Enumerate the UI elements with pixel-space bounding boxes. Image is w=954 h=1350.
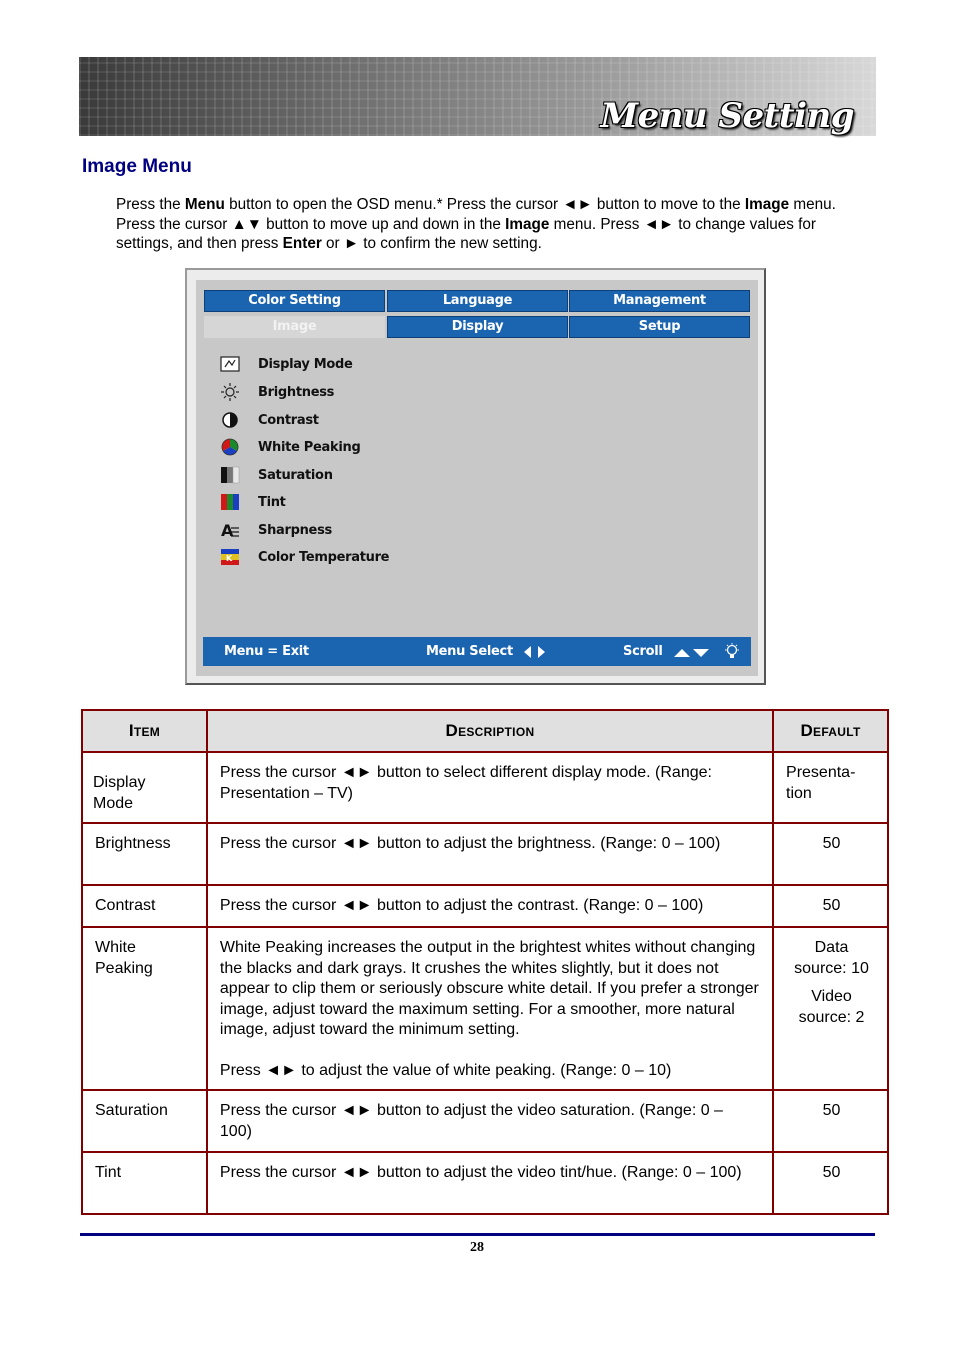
item-cell: Display Mode — [93, 774, 146, 812]
description-cell: Press the cursor ◄► button to select different display mode. (Range: Presentation – TV) — [219, 764, 712, 802]
description-cell: White Peaking increases the output in the brightest whites without changing the blacks and dark grays. It crushes the whites slightly, but it does not appear to clip them or seriously obscure white detail. If you prefer a stronger image, adjust toward the maximum setting. For a smoother, more natural image, adjust toward the minimum setting. — [219, 939, 759, 1038]
default-cell: 50 — [822, 897, 841, 914]
description-cell-extra: Press ◄► to adjust the value of white peaking. (Range: 0 – 10) — [219, 1061, 672, 1079]
item-cell: Saturation — [95, 1102, 168, 1119]
tab-setup[interactable]: Setup — [569, 316, 750, 338]
menu-item-saturation[interactable] — [220, 465, 333, 485]
description-cell: Press the cursor ◄► button to adjust the video saturation. (Range: 0 – 100) — [219, 1102, 723, 1140]
description-cell: Press the cursor ◄► button to adjust the video tint/hue. (Range: 0 – 100) — [219, 1164, 742, 1181]
tint-icon — [220, 493, 240, 511]
table-header-row — [82, 710, 888, 752]
description-cell: Press the cursor ◄► button to adjust the brightness. (Range: 0 – 100) — [219, 835, 721, 852]
intro-paragraph: Press the Menu button to open the OSD menu.* Press the cursor ◄► button to move to the Image menu. Press the cursor ▲▼ button to move up and down in the Image menu. Press ◄► to change values for settings, and then press Enter or ► to confirm the new setting. — [116, 196, 836, 252]
item-cell: White Peaking — [95, 939, 153, 977]
up-down-arrows-icon — [673, 647, 713, 663]
menu-item-label: Color Temperature — [258, 549, 390, 565]
sharpness-icon — [220, 521, 240, 539]
tab-language[interactable]: Language — [387, 290, 568, 312]
menu-item-display-mode[interactable] — [220, 354, 353, 374]
svg-text:K: K — [226, 554, 233, 563]
default-cell: Data source: 10 — [794, 939, 869, 977]
table-row — [82, 885, 888, 927]
menu-item-label: Sharpness — [258, 522, 332, 538]
menu-item-label: Display Mode — [258, 356, 353, 372]
menu-select-hint: Menu Select — [426, 644, 513, 659]
default-cell: 50 — [822, 1164, 841, 1181]
section-title: Image Menu — [82, 156, 192, 177]
menu-item-sharpness[interactable] — [220, 520, 332, 540]
footer-divider — [80, 1233, 875, 1236]
saturation-icon — [220, 466, 240, 484]
menu-item-white-peaking[interactable] — [220, 437, 361, 457]
page-number: 28 — [470, 1240, 484, 1255]
svg-text:A: A — [221, 521, 234, 539]
brightness-icon — [220, 383, 240, 401]
menu-item-label: Contrast — [258, 412, 319, 428]
description-cell: Press the cursor ◄► button to adjust the contrast. (Range: 0 – 100) — [219, 897, 704, 914]
menu-item-label: Brightness — [258, 384, 335, 400]
item-cell: Tint — [95, 1164, 122, 1181]
default-cell: 50 — [822, 835, 841, 852]
item-cell: Brightness — [95, 835, 171, 852]
default-cell-extra: Video source: 2 — [798, 988, 865, 1026]
column-header-description: Description — [207, 710, 773, 752]
menu-item-color-temperature[interactable] — [220, 547, 389, 567]
table-row — [82, 1152, 888, 1214]
menu-item-contrast[interactable] — [220, 410, 319, 430]
item-cell: Contrast — [95, 897, 156, 914]
table-row — [82, 1090, 888, 1152]
lightbulb-icon — [724, 643, 740, 665]
column-header-item: Item — [82, 710, 207, 752]
menu-item-label: Saturation — [258, 467, 333, 483]
white-peaking-icon — [220, 438, 240, 456]
tab-color-setting[interactable]: Color Setting — [204, 290, 385, 312]
osd-help-bar — [203, 637, 751, 666]
menu-item-label: White Peaking — [258, 439, 361, 455]
default-cell: 50 — [822, 1102, 841, 1119]
menu-item-label: Tint — [258, 494, 286, 510]
tab-management[interactable]: Management — [569, 290, 750, 312]
display-mode-icon — [220, 355, 240, 373]
menu-item-tint[interactable] — [220, 492, 286, 512]
header-banner — [79, 57, 876, 136]
column-header-default: Default — [773, 710, 888, 752]
menu-exit-hint: Menu = Exit — [224, 644, 309, 659]
left-right-arrows-icon — [523, 645, 547, 663]
image-menu-table — [81, 709, 889, 1215]
table-row — [82, 752, 888, 823]
menu-item-brightness[interactable] — [220, 382, 334, 402]
table-row — [82, 927, 888, 1090]
table-row — [82, 823, 888, 885]
tab-image[interactable]: Image — [204, 316, 385, 338]
page-header-title: Menu Setting — [600, 96, 854, 136]
contrast-icon — [220, 411, 240, 429]
tab-display[interactable]: Display — [387, 316, 568, 338]
default-cell: Presenta-tion — [786, 764, 856, 802]
scroll-hint: Scroll — [623, 644, 663, 659]
color-temperature-icon — [220, 548, 240, 566]
